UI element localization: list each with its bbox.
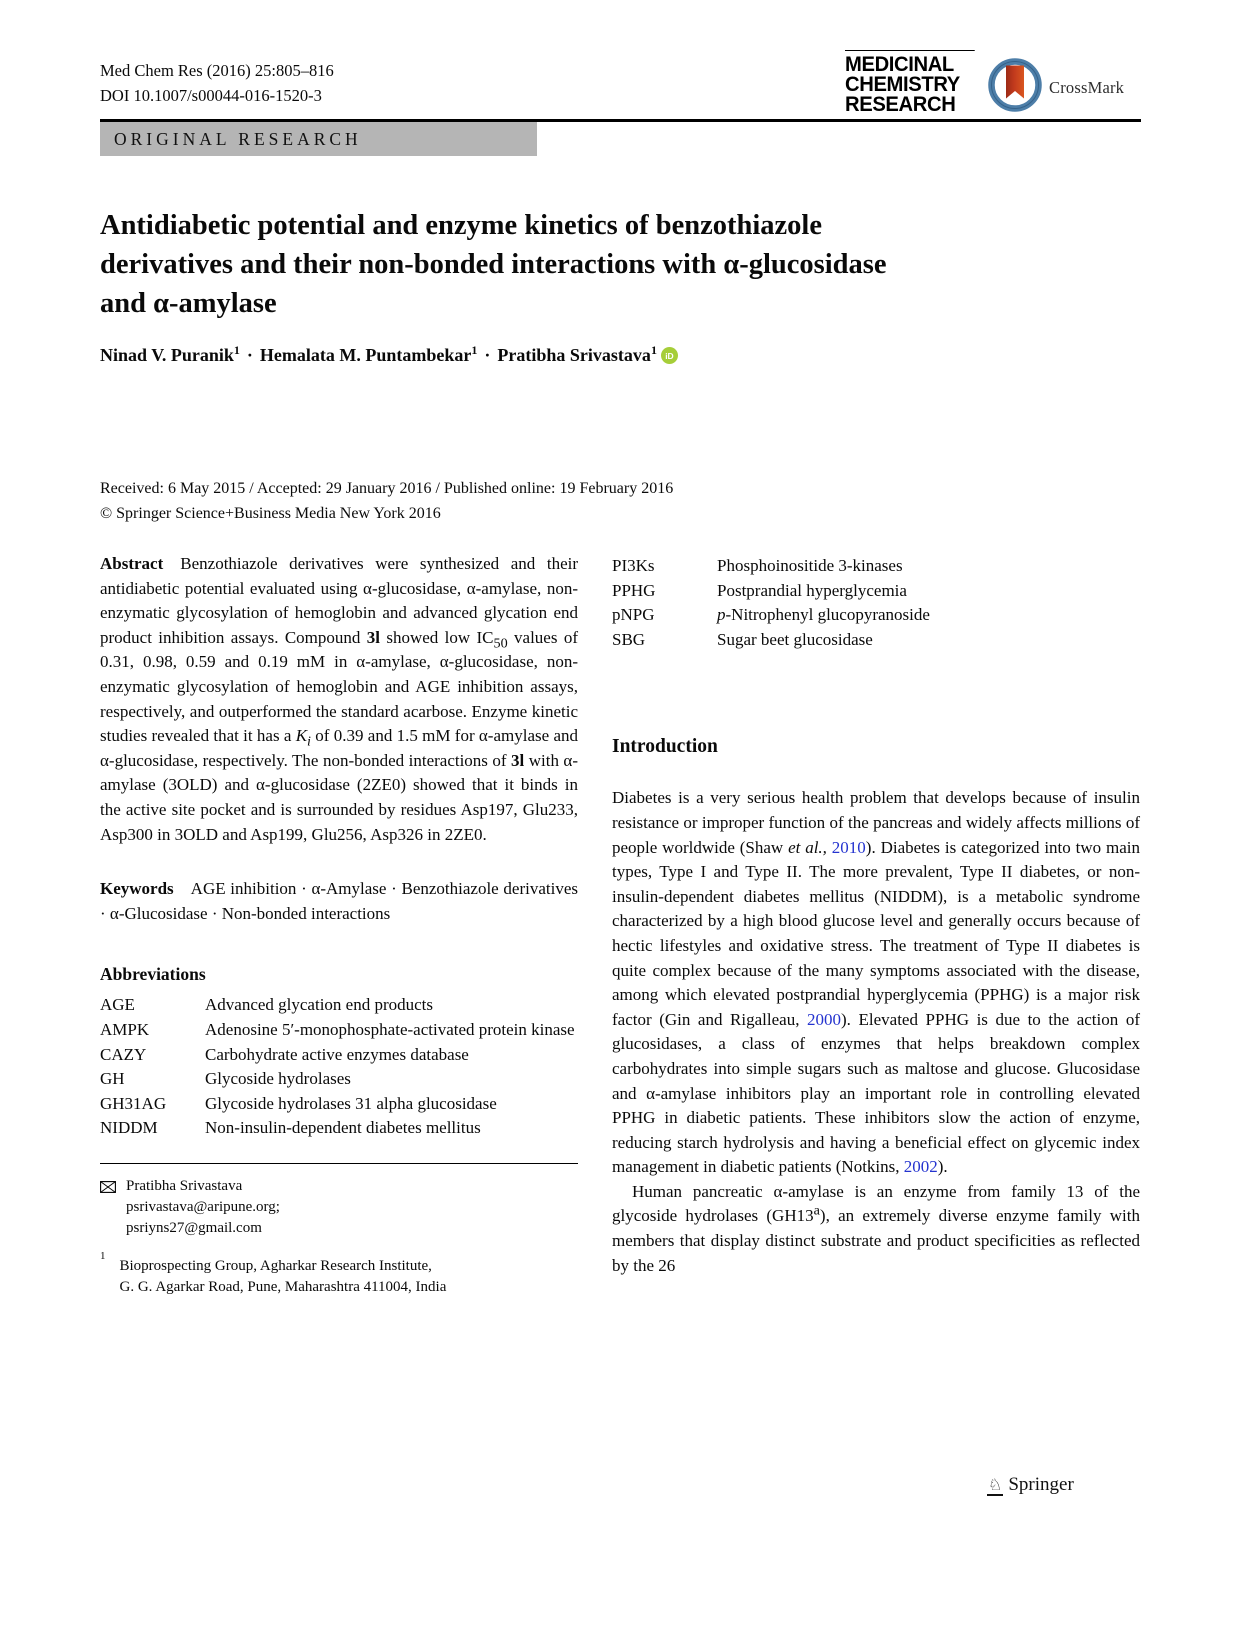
journal-doi: DOI 10.1007/s00044-016-1520-3 [100,86,322,105]
abbreviation-definition: Carbohydrate active enzymes database [205,1044,469,1064]
authors-line [100,345,1141,366]
article-title [100,206,1080,323]
email-address[interactable]: psriyns27@gmail.com [126,1219,262,1236]
springer-horse-icon: ♘ [988,1475,1003,1494]
abstract-paragraph: Abstract Benzothiazole derivatives were synthesized and their antidiabetic potential evaluated using α-glucosidase, α-amylase, non-enzymatic glycosylation of hemoglobin and advanced glycation end product inhibition assays. Compound 3l showed low $IC_{50}$ values of 0.31, 0.98, 0.59 and 0.19 mM in α-amylase, α-glucosidase, non-enzymatic glycosylation of hemoglobin and AGE inhibition assays, respectively, and outperformed the standard acarbose. Enzyme kinetic studies revealed that it has a $K_i$ of 0.39 and 1.5 mM for α-amylase and α-glucosidase, respectively. The non-bonded interactions of 3l with α-amylase (3OLD) and α-glucosidase (2ZE0) showed that it binds in the active site pocket and is surrounded by residues Asp197, Glu233, Asp300 in 3OLD and Asp199, Glu256, Asp326 in 2ZE0. [100,554,579,844]
article-page [100,0,1141,1648]
author-separator: · [484,345,491,365]
article-title-line: and α-amylase [100,288,277,319]
citation-link[interactable]: 2000 [807,1009,842,1029]
journal-citation: Med Chem Res (2016) 25:805–816 [100,61,334,80]
page-header [100,52,1141,157]
abbreviation-definition: Glycoside hydrolases 31 alpha glucosidase [205,1093,497,1113]
author-separator: · [246,345,253,365]
abbreviation-definition: Glycoside hydrolases [205,1069,351,1089]
abbreviation-row [100,1092,578,1117]
abbreviations-heading: Abbreviations [100,964,206,985]
abbreviations-list-right [612,554,1140,652]
footnote-block [100,1163,578,1298]
corresponding-author-block [100,1176,578,1239]
abbreviation-term: SBG [612,629,646,649]
journal-meta [100,58,1141,108]
abbreviations-list-left [100,993,578,1141]
left-column [100,552,578,1298]
author-name: Hemalata M. Puntambekar$^1$ [259,343,478,365]
affiliation-line: G. G. Agarkar Road, Pune, Maharashtra 411004, India [119,1278,447,1295]
author-name: Pratibha Srivastava$^1$ [497,343,657,365]
springer-wordmark: Springer [1008,1474,1074,1495]
abbreviation-row [612,628,1140,653]
springer-logo [987,1474,1074,1496]
abbreviation-row [100,1067,578,1092]
abbreviation-definition: Adenosine 5′-monophosphate-activated protein kinase [205,1019,575,1039]
journal-logo [845,50,975,114]
envelope-icon [100,1176,116,1239]
abbreviation-row [100,993,578,1018]
abbreviation-row [612,554,1140,579]
abbreviation-term: GH31AG [100,1093,167,1113]
abbreviation-term: AMPK [100,1019,150,1039]
crossmark-icon[interactable] [988,58,1042,117]
abbreviation-row [100,1018,578,1043]
abbreviation-definition: Advanced glycation end products [205,995,434,1015]
citation-link[interactable]: 2002 [903,1157,938,1177]
publication-dates [100,476,1141,526]
introduction-heading: Introduction [612,736,718,758]
abbreviation-term: PI3Ks [612,556,655,575]
abbreviation-definition: Phosphoinositide 3-kinases [717,556,903,575]
orcid-icon[interactable]: iD [661,347,678,364]
citation-link[interactable]: 2010 [831,837,866,857]
abbreviation-row [100,1043,578,1068]
abbreviation-definition: Postprandial hyperglycemia [717,580,907,600]
affiliation-line: Bioprospecting Group, Agharkar Research Institute, [119,1257,432,1274]
abbreviation-row [100,1116,578,1141]
crossmark-badge[interactable] [988,58,1124,117]
journal-logo-line: CHEMISTRY [845,72,960,96]
affiliation-number: 1 [100,1249,106,1262]
abbreviation-row [612,603,1140,628]
abbreviation-definition: p-Nitrophenyl glucopyranoside [717,605,930,625]
crossmark-label: CrossMark [1049,77,1125,97]
body-columns [100,552,1141,1298]
abbreviation-term: pNPG [612,605,655,625]
article-title-line: Antidiabetic potential and enzyme kinetics of benzothiazole [100,210,822,241]
introduction-paragraph-2: Human pancreatic α-amylase is an enzyme from family 13 of the glycoside hydrolases (GH13$^a$), an extremely diverse enzyme family with members that display distinct substrate and product specificities as reflected by the 26 [612,1181,1140,1275]
abbreviation-definition: Non-insulin-dependent diabetes mellitus [205,1118,481,1138]
abbreviation-definition: Sugar beet glucosidase [717,629,873,649]
keywords-paragraph: Keywords AGE inhibition · α-Amylase · Benzothiazole derivatives · α-Glucosidase · Non-bonded interactions [100,879,578,923]
journal-logo-line: MEDICINAL [845,52,954,76]
right-column [612,552,1140,1298]
section-label: ORIGINAL RESEARCH [100,122,537,156]
affiliation-block [100,1249,578,1298]
received-accepted-line: Received: 6 May 2015 / Accepted: 29 January 2016 / Published online: 19 February 2016 [100,480,674,497]
abbreviation-term: PPHG [612,580,656,600]
abbreviation-term: GH [100,1069,125,1089]
email-address[interactable]: psrivastava@aripune.org; [126,1198,280,1215]
abbreviation-term: NIDDM [100,1118,158,1138]
article-title-line: derivatives and their non-bonded interactions with α-glucosidase [100,249,887,280]
introduction-paragraph-1: Diabetes is a very serious health problem that develops because of insulin resistance or improper function of the pancreas and widely affects millions of people worldwide (Shaw et al., 2010). Diabetes is categorized into two main types, Type I and Type II. The more prevalent, Type II diabetes, or non-insulin-dependent diabetes mellitus (NIDDM), is a metabolic syndrome characterized by a high blood glucose level and generally occurs because of hectic lifestyles and oxidative stress. The treatment of Type II diabetes is quite complex because of the many symptoms associated with the disease, among which elevated postprandial hyperglycemia (PPHG) is a major risk factor (Gin and Rigalleau, 2000). Elevated PPHG is due to the action of glucosidases, a class of enzymes that helps breakdown complex carbohydrates into simple sugars such as maltose and glucose. Glucosidase and α-amylase inhibitors play an important role in controlling elevated PPHG in diabetic patients. These inhibitors slow the action of enzyme, reducing starch hydrolysis and having a beneficial effect on glycemic index management in diabetic patients (Notkins, 2002). [612,788,1140,1177]
author-name: Ninad V. Puranik$^1$ [100,343,240,365]
journal-logo-line: RESEARCH [845,92,956,116]
abbreviation-term: AGE [100,995,135,1015]
abbreviation-row [612,579,1140,604]
copyright-line: © Springer Science+Business Media New York 2016 [100,505,441,522]
abbreviation-term: CAZY [100,1044,147,1064]
corresponding-author-name: Pratibha Srivastava [126,1177,243,1194]
